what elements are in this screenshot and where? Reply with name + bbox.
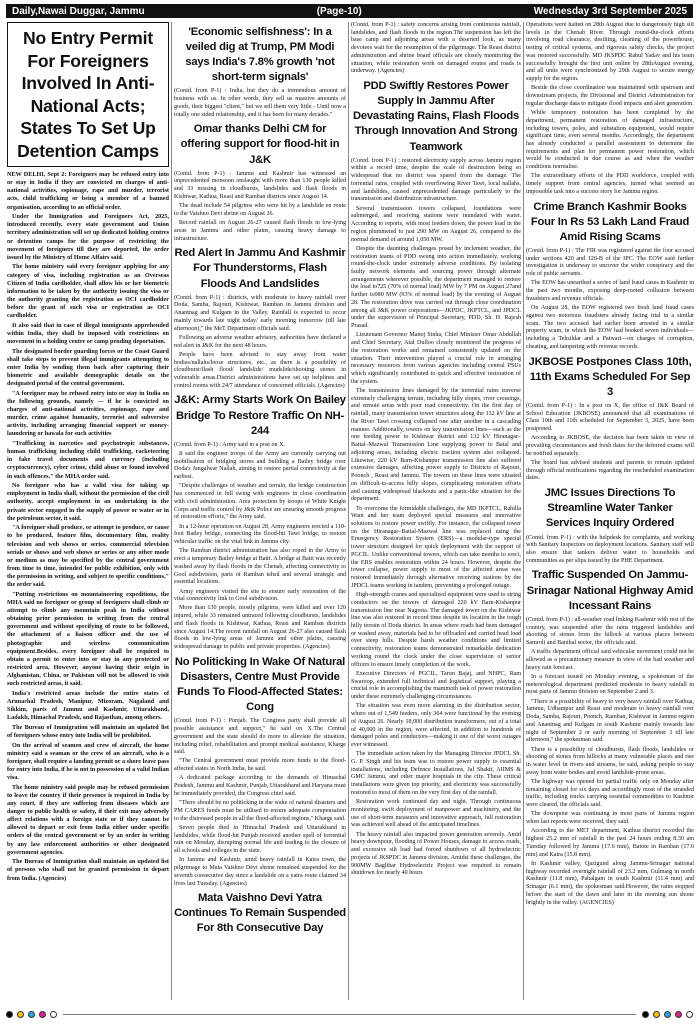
article-paragraph: (Contd. from P-1) : Army said in a post on X.	[174, 441, 286, 448]
story-body	[526, 403, 694, 483]
story-headline: J&K: Army Starts Work On Bailey Bridge To Restore Traffic On NH-244	[174, 394, 346, 437]
column-rule	[348, 22, 349, 1000]
column-rule	[523, 22, 524, 1000]
article-paragraph: High-strength cranes and specialized equipment were used to string conductors on the towers of damaged 220 kV Barn-Kishanpur transmission line near Nagrota. The damaged tower on the Kishtwar line was also restored in record time despite its location in the tough hilly terrain of Doda district. In areas where roads had been damaged or washed away, materials had to be offloaded and carried head load over steep hills. Despite harsh weather conditions and limited connectivity, restoration teams demonstrated remarkable dedication working round the clock under the close supervision of senior officers to ensure timely completion of the work.	[351, 592, 521, 668]
article-paragraph: (Contd. from P-1) : restored electricity supply across Jammu region within a record time, despite the scale of destruction being so widespread that no district was spared from the damage. The torrential rains, coupled with overflowing River Tawi, local nallahs, and landslides, caused unprecedented damage particularly to the transmission and distribution infrastructure.	[351, 157, 521, 203]
story-headline: PDD Swiftly Restores Power Supply In Jammu After Devastating Rains, Flash Floods Through Innovation And Strong Teamwork	[353, 80, 519, 153]
article-paragraph: The immediate action taken by the Managing Director JPDCL Sh. G. P. Singh and his team was to restore power supply to essential installations, including Defence Installations, Jal Shakti, AIIMS & GMC Jammu, and other major hospitals in the city. These critical installations were given top priority, and electricity was successfully restored to most of them on the very first day of the rainfall.	[351, 751, 521, 796]
registration-dot	[664, 1011, 671, 1018]
article-paragraph: "There should be no politicking in the wake of natural disasters and PM CARES funds must be utilised to ensure adequate compensation to the distressed people in all the flood-affected regions," Kharge said.	[174, 800, 346, 822]
article-paragraph: "A foreigner shall produce, or attempt to produce, or cause to be produced, feature film, documentary film, reality television and web shows or series, commercial television serials or shows and web shows or series or any other mode or medium as may be specified by the central government from time to time, intended for public exhibition, only with the permission in writing, and subject to specific conditions," the order said.	[7, 524, 169, 589]
article-paragraph: India's restricted areas include the entire states of Arunachal Pradesh, Manipur, Mizoram, Nagaland and Sikkim, parts of Jammu and Kashmir, Uttarakhand, Ladakh, Himachal Pradesh, and Rajasthan, among others.	[7, 689, 169, 722]
column-3	[351, 22, 521, 1002]
masthead-publication: Daily,Nawai Duggar, Jammu	[12, 5, 145, 17]
registration-dot	[675, 1011, 682, 1018]
lead-article-body	[7, 171, 169, 883]
article-paragraph: The EOW has unearthed a series of land fraud cases in Kashmir in the past two months, exposing deep-rooted collusion between fraudsters and revenue officials.	[526, 280, 694, 302]
registration-dots-right	[642, 1011, 693, 1018]
article-paragraph: A dedicated package according to the demands of Himachal Pradesh, Jammu and Kashmir, Punjab, Uttarakhand and Haryana must be immediately provided, the Congress chief said.	[174, 775, 346, 797]
article-paragraph: (Contd. from P-1) : The FIR was registered against the four accused under sections 420 and 120-B of the IPC. The EOW said further investigation is underway to uncover the wider conspiracy and the role of public servants.	[526, 247, 694, 278]
story-headline: 'Economic selfishness': In a veiled dig at Trump, PM Modi says India's 7.8% growth 'not short-term signals'	[185, 26, 335, 84]
article-paragraph: The dead include 54 pilgrims who were hit by a landslide en route to the Vaishno Devi shrine on August 26.	[174, 203, 346, 217]
article-paragraph: "The Central government must provide more funds to the flood-affected states in North India, he said.	[174, 758, 346, 773]
article-paragraph: On August 28, the EOW registered two fresh land fraud cases against two notorious fraudsters already facing trial in a similar scam. The two accused had earlier been arrested in a similar property scam, in which the EOW had booked seven individuals—including a Tehsildar and a Patwari—on charges of corruption, cheating, and tampering with revenue records.	[526, 305, 694, 350]
story-headline: Mata Vaishno Devi Yatra Continues To Remain Suspended For 8th Consecutive Day	[174, 892, 346, 935]
story-body	[526, 248, 694, 352]
article-paragraph: Operations were halted on 28th August due to dangerously high silt levels in the Chenab River. Through round-the-clock efforts involving road clearance, desilting, cleaning of the powerhouse, testing of critical systems, and rigorous safety checks, the project was restored successfully. MD JKSPDC Rahul Yadav and his team successfully brought the first unit online by 28thAugust evening, and all units were synchronized by 29th August to secure energy supply for the region.	[526, 22, 694, 83]
story-body	[526, 535, 694, 566]
column-4	[526, 22, 694, 1002]
article-paragraph: The board has advised students and parents to remain updated through official notifications regarding the rescheduled examination dates.	[526, 460, 694, 482]
article-paragraph: (Contd. from P-1) : Punjab. The Congress party shall provide all possible assistance and support," he said on X.The Central government and the state should do more to alleviate the situation, including relief, rehabilitation and prompt medical assistance, Kharge said.	[174, 718, 346, 756]
article-paragraph: "Trafficking in narcotics and psychotropic substances, human trafficking including child trafficking, racketeering in fake travel documents and currency (including cryptocurrency), cyber crime, child abuse or found involved in such offences," the MHA order said.	[7, 440, 169, 480]
story-headline: Crime Branch Kashmir Books Four In Rs 53 Lakh Land Fraud Amid Rising Scams	[530, 200, 690, 243]
article-paragraph: The heavy rainfall also impacted power generation severely. Amid heavy downpour, flooding of Power Houses, damage to access roads, and excessive silt load had forced shutdown of all hydroelectric projects of JKSPDC in Jammu division. Amidst these challenges, the 900MW Baglihar Hydroelectric Project was required to remain shutdown for nearly 40 hours	[351, 831, 521, 877]
registration-dot	[17, 1011, 24, 1018]
registration-dot	[686, 1011, 693, 1018]
article-paragraph: Restoration work continued day and night. Through continuous monitoring, swift deployment of manpower and machinery, and the use of short-term measures and innovative approach, full restoration was achieved well ahead of the anticipated timelines.	[351, 799, 521, 829]
story-body	[174, 295, 346, 391]
article-paragraph: According to the MET department, Kathua district recorded the highest 25.2 mm of rainfall in the past 24 hours ending 8.30 am Tuesday followed by Jammu (17.6 mm), Batote in Ramban (17.6 mm) and Katra (15.8 mm).	[526, 828, 694, 858]
footer-color-strip	[6, 1008, 693, 1020]
registration-dot	[28, 1011, 35, 1018]
article-paragraph: In Kashmir valley, Qazigund along Jammu-Srinagar national highway recorded overnight rainfall of 23.2 mm, Gulmarg in north Kashmir (11.8 mm), Pahalgam in south Kashmir (11.4 mm) and Srinagar (6.1 mm), the spokesman said.However, the rains stopped before the start of the dawn and later in the morning sun shone brightly in the valley. (AGENCIES)	[526, 860, 694, 906]
article-paragraph: Beside the close coordination was maintained with upstream and downstream projects, the Divisional and District Administration for regular discharge data to mitigate flood impacts and alert generation.	[526, 85, 694, 107]
article-paragraph: "A foreigner may be refused entry into or stay in India on the following grounds, namely — if he is convicted on charges of anti-national activities, espionage, rape and murder, crime against humanity, terrorist and subversive activity, including arranging financial support or money-laundering or hawala for such activities	[7, 389, 169, 438]
story-body	[351, 158, 521, 878]
column-1	[7, 22, 169, 1002]
story-headline: JKBOSE Postpones Class 10th, 11th Exams Scheduled For Sep 3	[528, 355, 692, 398]
article-paragraph: NEW DELHI, Sept 2: Foreigners may be refused entry into or stay in India if they are convicted on charges of anti-national activities, espionage, rape and murder, terrorist acts, child trafficking or being a member of a banned organisation, according to an official order.	[7, 171, 169, 211]
story-body	[174, 88, 346, 119]
story-headline: JMC Issues Directions To Streamline Water Tanker Services Inquiry Ordered	[544, 487, 676, 530]
column-rule	[171, 22, 172, 1000]
registration-dot	[653, 1011, 660, 1018]
article-paragraph: "There is a possibility of heavy to very heavy rainfall over Kathua, Jammu, Udhampur and Reasi and moderate to heavy rainfall over Doda, Samba, Rajouri, Poonch, Ramban, Kishtwar in Jammu region and Anantnag and Kulgam in south Kashmir mainly towards late night of September 2 or early morning of September 3 till late afternoon," the spokesman said.	[526, 698, 694, 744]
article-paragraph: (Contd. from P-1) : In a post on X, the office of J&K Board of School Education (JKBOSE) announced that all examinations of Class 10th and 11th scheduled for September 3, 2025, have been postponed.	[526, 402, 694, 433]
registration-dot	[50, 1011, 57, 1018]
lead-headline: No Entry Permit For Foreigners Involved In Anti-National Acts; States To Set Up Detention Camps	[7, 22, 169, 167]
article-paragraph: (Contd. from P-1) : districts, with moderate to heavy rainfall over Doda, Samba, Rajouri, Kishtwar, Ramban in Jammu division and Anantnag and Kulgam in the Valley. Rainfall is expected to occur mainly towards late night today/ early morning tomorrow (till late afternoon)," the MeT Department officials said.	[174, 294, 346, 332]
article-paragraph: Several transmission towers collapsed, foundations were submerged, and receiving stations were inundated with water. According to reports, with most feeders down, the power load in the region plummeted to just 290 MW on August 26, compared to the normal demand of around 1,050 MW.	[351, 205, 521, 243]
article-paragraph: Lieutenant Governor Manoj Sinha, Chief Minister Omar Abdullah and Chief Secretary, Atal Dulloo closely monitored the progress of the restoration works and remained consistently updated on the situation. Their intervention played a crucial role in arranging necessary resources from various agencies including central PSUs which significantly contributed to quick and effective restoration of the system.	[351, 332, 521, 385]
article-paragraph: There is a possibility of cloudbursts, flash floods, landslides or shooting of stones from hillocks at many vulnerable places and rise in water level in rivers and streams, he said, asking people to stay away from water bodies and avoid landslide-prone areas.	[526, 746, 694, 776]
article-paragraph: More than 130 people, mostly pilgrims, were killed and over 120 injured, while 33 remained untraced following cloudbursts, landslides and flash floods in Kishtwar, Kathua, Reasi and Ramban districts since August 14.The recent rainfall on August 26-27 also caused flash floods in low-lying areas of Jammu and other plains, causing widespread damage to public and private properties. (Agencies)	[174, 605, 346, 651]
article-paragraph: The situation was even more alarming in the distribution sector, where out of 1,549 feeders, only 364 were functional by the evening of August 26. Nearly 18,000 distribution transformers, out of a total of 40,000 in the region, were affected, in addition to hundreds of damaged poles and conductors—making it one of the worst outages ever witnessed.	[351, 703, 521, 749]
article-paragraph: (Contd. from P-1) : with the helpdesk for complaints, and working with Sanitary Inspectors on deployment locations. Sanitary staff will also ensure that tankers deliver water to households and communities as per slips issued by the PHE Department.	[526, 534, 694, 564]
article-paragraph: (Contd. from P-1) : India, but they do a tremendous amount of business with us. In other words, they sell us massive amounts of goods, their biggest "client," but we sell them very little - Until now a totally one sided relationship, and it has been for many decades."	[174, 88, 346, 118]
article-paragraph: The downpour was continuing in most parts of Jammu region when last reports were received, they said.	[526, 811, 694, 826]
article-paragraph: (Contd. from P-1) : safety concerns arising from continuous rainfall, landslides, and flash floods in the region.The suspension has left the base camp and adjoining areas with a deserted look, as many devotees wait for the resumption of the pilgrimage. The Reasi district administration and shrine board officials are closely monitoring the situation, while restoration work on damaged routes and roads is underway. (Agencies)	[351, 22, 521, 75]
story-headline: Red Alert In Jammu And Kashmir For Thunderstorms, Flash Floods And Landslides	[174, 247, 346, 290]
story-headline: Traffic Suspended On Jammu-Srinagar National Highway Amid Incessant Rains	[526, 569, 694, 612]
article-paragraph: The extraordinary efforts of the PDD workforce, coupled with timely support from central agencies, turned what seemed an impossible task into a success story for Jammu region.	[526, 173, 694, 195]
footer-rule	[63, 1014, 636, 1015]
article-paragraph: No foreigner who has a valid visa for taking up employment in India shall, without the permission of the civil authority, accept employment in an undertaking in the private sector engaged in the supply of power or water or in the petroleum sector, it said.	[7, 482, 169, 522]
article-paragraph: (Contd. from P-1) : all-weather road linking Kashmir with rest of the country, was suspended after the rains triggered landslides and shooting of stones from the hillock at various places between Samroli and Banihal sector, the officials said.	[526, 616, 694, 646]
article-paragraph: (Contd. from P-1) : Jammu and Kashmir has witnessed an unprecedented monsoon onslaught with more than 130 people killed and 33 missing in cloudbursts, landslides and flash floods in Kishtwar, Kathua, Reasi and Ramban districts since August 14.	[174, 170, 346, 200]
story-body	[174, 171, 346, 244]
masthead-page-number: (Page-10)	[316, 5, 362, 17]
article-paragraph: The Bureau of Immigration shall maintain an updated list of persons who shall not be granted permission to depart from India. (Agencies)	[7, 858, 169, 882]
story-body	[174, 442, 346, 652]
article-paragraph: In a 12-hour operation on August 28, Army engineers erected a 110-foot Bailey bridge, connecting the flood-hit Tawi bridge, to restore vehicular traffic on the vital link in Jammu city.	[174, 523, 346, 546]
article-paragraph: While temporary restoration has been completed by the department, permanent restoration of damaged infrastructure, including towers, poles, and substation equipment, would require significant time, even several months. Accordingly, the department has already conducted a parallel assessment to determine the requirements and plan for permanent power restoration, which would be conducted in due course as and when the weather conditions normalise.	[526, 110, 694, 171]
article-paragraph: In a forecast issued on Monday evening, a spokesman of the meteorological department predicted moderate to heavy rainfall in most parts of Jammu division on September 2 and 3.	[526, 673, 694, 696]
story-body	[351, 22, 521, 76]
article-paragraph: A traffic department official said vehicular movement could not be allowed as a precautionary measure in view of the bad weather and heavy rain forecast.	[526, 649, 694, 671]
article-paragraph: Despite the daunting challenges posed by inclement weather, the restoration teams of PDD swung into action immediately, working round-the-clock under extremely adverse conditions. By isolating faulty network elements and sourcing power through alternate arrangements wherever possible, the department managed to restore the load to725 (70% of normal load) MW by 7 PM on August 27and further to980 MW (93% of normal load) by the evening of August 28. The restoration drive was carried out through close coordination among all J&K power corporations—JKPDC, JKPTCL, and JPDCL under the supervision of Principal Secretary, PDD, Sh. H. Rajesh Prasad.	[351, 245, 521, 330]
article-paragraph: The home ministry said every foreigner applying for any category of visa, including registration as an Overseas Citizen of India cardholder, shall allow his or her biometric information to be taken by the authority issuing the visa or the authority granting the registration as OCI cardholder before the grant of such visa or registration as OCI cardholder.	[7, 263, 169, 320]
article-paragraph: Army engineers visited the site to ensure early restoration of the vital connectivity link to Gool subdivision.	[174, 588, 346, 603]
registration-dots-left	[6, 1011, 57, 1018]
article-paragraph: Executive Directors of PGCIL, Tarun Bajaj, and NHPC, Ram Swaroop, extended full technical and logistical support, playing a crucial role in accomplishing the mammoth task of power restoration under these extremely challenging circumstances.	[351, 670, 521, 701]
article-paragraph: Following an adverse weather advisory, authorities have declared a red alert in J&K for the next 48 hours.	[174, 334, 346, 349]
article-paragraph: "Putting restrictions on mountaineering expeditions, the MHA said no foreigner or group of foreigners shall climb or attempt to climb any mountain peak in India without obtaining prior permission in writing from the central government and without specifying of route to be followed, the attachment of a liaison officer and the use of photographic and wireless communication equipment.Besides, every foreigner shall be required to obtain a permit to enter into or stay in any protected or restricted area, However, anyone having their origin in Afghanistan, China, or Pakistan will not be allowed to visit such restricted areas, it said.	[7, 590, 169, 688]
registration-dot	[6, 1011, 13, 1018]
story-headline: Omar thanks Delhi CM for offering support for flood-hit in J&K	[180, 123, 340, 166]
article-paragraph: Seven people died in Himachal Pradesh and Uttarakhand in landslides, while flood-hit Punjab received another spell of torrential rain on Monday, disrupting normal life and leading to the closure of all schools and colleges in the state.	[174, 824, 346, 855]
article-paragraph: On the arrival of seamen and crew of aircraft, the home ministry said a seaman or the crew of an aircraft, who is a foreigner, shall require a landing permit or a shore leave pass for entry into India, if he is not in possession of a valid Indian visa.	[7, 741, 169, 782]
article-paragraph: The designated border guarding forces or the Coast Guard shall take steps to prevent illegal immigrants attempting to enter India by sending them back after capturing their biometric and available demographic details on the designated portal of the central government.	[7, 347, 169, 388]
masthead-bar	[6, 4, 693, 18]
column-2	[174, 22, 346, 1002]
article-paragraph: The Bureau of Immigration will maintain an updated list of foreigners whose entry into India will be prohibited.	[7, 723, 169, 739]
article-paragraph: The highway was opened for partial traffic only on Monday after remaining closed for six days and accordingly most of the stranded traffic, including trucks carrying essential commodities to Kashmir were cleared, the officials said.	[526, 778, 694, 809]
registration-dot	[642, 1011, 649, 1018]
article-paragraph: "Despite challenges of weather and terrain, the bridge construction has commenced in full swing with engineers in close coordination with civil administration. Area protection by troops of White Knight Corps and traffic control by J&K Police are ensuring smooth progress of restoration efforts," the Army said.	[174, 483, 346, 521]
article-paragraph: Record rainfall on August 26-27 caused flash floods in low-lying areas in Jammu and other plains, causing heavy damage to infrastructure.	[174, 220, 346, 242]
masthead-date: Wednesday 3rd September 2025	[533, 5, 687, 17]
article-paragraph: In Jammu and Kashmir, amid heavy rainfall in Katra town, the pilgrimage to Mata Vaishno Devi shrine remained suspended for the seventh consecutive day since a landslide on a yatra route claimed 34 lives last Tuesday. (Agencies)	[174, 857, 346, 887]
article-paragraph: The home ministry said people may be refused permission to leave the country if their presence is required in India by any court, if they are suffering from diseases which are danger to public health or safety, if their exit may adversely affect relations with a foreign state or if they cannot be allowed to depart or exit from India either under specific orders of the central government or by an order in writing by any law enforcement authorities or other designated government agencies.	[7, 783, 169, 856]
article-paragraph: It also said that in case of illegal immigrants apprehended within India, they shall be imposed with restrictions on movement in a holding centre or camp pending deportation.	[7, 321, 169, 346]
story-body	[174, 718, 346, 888]
story-headline: No Politicking In Wake Of Natural Disasters, Centre Must Provide Funds To Flood-Affected States: Cong	[174, 655, 346, 714]
registration-dot	[39, 1011, 46, 1018]
article-paragraph: People have been advised to stay away from water bodies/nallahs/loose structures, etc., as there is a possibility of cloudburst/flash flood/ landslide/ mudslide/shooting stones in vulnerable areas.District administrations have set up helplines and control rooms with 24/7 attendance of concerned officials. (Agencies)	[174, 351, 346, 389]
article-paragraph: To overcome the formidable challenges, the MD JKPTCL, Rahilla Wani and her team deployed special measures and innovative solutions to restore power swiftly. For instance, the collapsed tower on the Hiranagar–Battal-Mazwal line was replaced using the Emergency Restoration System (ERS)—a modular-type special tower structure designed for quick deployment with the support of PGCIL. Unlike conventional towers, which can take months to erect, the ERS enables restoration within 24 hours. However, despite the tower collapse, power supply to most of the affected areas was restored immediately through alternative receiving stations by the JPDCL teams working in tandem, preventing a prolonged outage.	[351, 505, 521, 589]
story-body	[526, 22, 694, 197]
article-paragraph: The transmission lines damaged by the torrential rains traverse extremely challenging terrain, including hilly slopes, river crossings, and remote areas with poor road connectivity. On the first day of rainfall, many transmission tower structures along the 132 kV line at the River Tawi crossing collapsed one after another in a cascading manner. Additionally, towers on key transmission lines—such as the one feeding power to Kishtwar district and 132 kV Hiranagar–Battal–Mazwal Transmission Line supplying power to Batal and adjoining areas, including electric traction system also collapsed. Likewise, 220 kV Barn-Kishanpur transmission line also suffered extensive damages, affecting power supply to Districts of Rajouri, Poonch , Reasi and Jammu. The towers on these lines were situated on difficult-to-access hilly slopes, complicating restoration efforts and causing widespread blackouts and a panic-like situation for the department.	[351, 387, 521, 503]
article-paragraph: Under the Immigration and Foreigners Act, 2025, introduced recently, every state government and Union territory administration will set up dedicated holding centres or detention camps for the purpose of restricting the movement of foreigners till they are deported, the order issued by the Ministry of Home Affairs said.	[7, 213, 169, 261]
article-paragraph: It said the engineer troops of the Army are currently carrying out mobilisation of bridging stores and building a Bailey bridge over Doda's Jangalwar Nallah, aiming to restore partial connectivity at the earliest.	[174, 451, 346, 481]
story-body	[526, 617, 694, 907]
article-paragraph: The Ramban district administration has also roped in the Army to erect a temporary Bailey bridge at Batti. A bridge at Batti was recently washed away by flash floods in the Chenab, affecting connectivity to Gool subdivision, parts of Ramban tehsil and several strategic and essential locations.	[174, 548, 346, 586]
article-paragraph: According to JKBOSE, the decision has been taken in view of prevailing circumstances and fresh dates for the deferred exams will be notified separately.	[526, 435, 694, 457]
